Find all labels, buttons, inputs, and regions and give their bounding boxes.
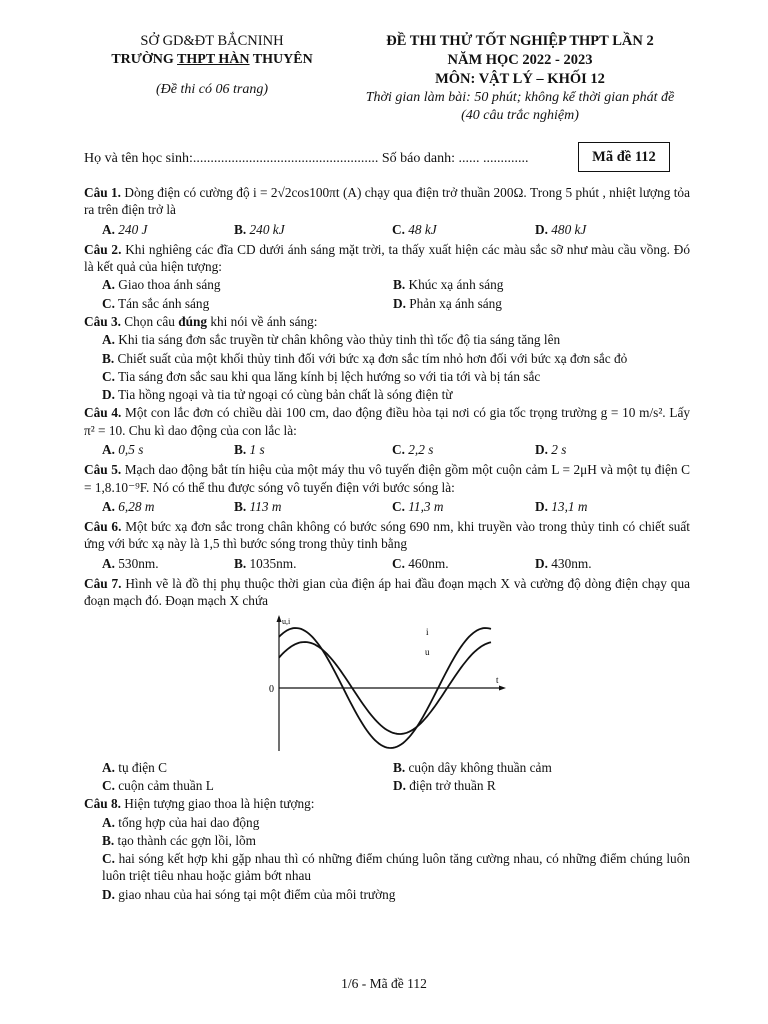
option-a: A. Giao thoa ánh sáng (102, 277, 221, 293)
option-b: B. 1 s (234, 441, 265, 457)
questions-area (84, 184, 690, 904)
question-text: Mạch dao động bắt tín hiệu của một máy thu vô tuyến điện gồm một cuộn cảm L = 2μH và một tụ điện C = 1,8.10⁻⁹F. Nó có thể thu được sóng vô tuyến điện với bước sóng là: (84, 462, 690, 495)
option-d: D. 480 kJ (535, 221, 587, 237)
option-b: B. tạo thành các gợn lồi, lõm (102, 832, 257, 848)
answer-options (102, 555, 690, 572)
option-a: A. Khi tia sáng đơn sắc truyền từ chân không vào thủy tinh thì tốc độ tia sáng tăng lên (102, 332, 561, 348)
time-limit: Thời gian làm bài: 50 phút; không kể thời gian phát đề (365, 89, 675, 105)
question-text: Hiện tượng giao thoa là hiện tượng: (124, 796, 315, 812)
y-axis-label: u,i (282, 617, 291, 627)
option-a: A. tổng hợp của hai dao động (102, 814, 260, 830)
option-a: A. 6,28 m (102, 498, 155, 514)
header-right (330, 32, 710, 125)
question-text: Một con lắc đơn có chiều dài 100 cm, dao động điều hòa tại nơi có gia tốc trọng trường g = 10 m/s². Lấy π² = 10. Chu kì dao động của con lắc là: (84, 405, 691, 438)
y-axis-arrow (277, 615, 282, 622)
option-d: D. 2 s (535, 441, 567, 457)
subject: MÔN: VẬT LÝ – KHỐI 12 (435, 70, 605, 87)
answer-options (102, 498, 690, 515)
option-a: A. 240 J (102, 221, 148, 237)
option-c: C. 48 kJ (392, 221, 437, 237)
x-axis-label: t (496, 675, 499, 686)
student-info-line: Họ và tên học sinh:..................................................... Số báo danh: ...... ............. (84, 151, 529, 166)
option-c: C. 2,2 s (392, 441, 434, 457)
curve-u-label: u (425, 647, 430, 658)
option-d: D. 13,1 m (535, 498, 588, 514)
answer-options (102, 221, 690, 238)
question-7: Câu 7. Hình vẽ là đồ thị phụ thuộc thời gian của điện áp hai đầu đoạn mạch X và cường độ dòng điện chạy qua đoạn mạch đó. Đoạn mạch X chứa u,i t 0 i u A. tụ điện C B. cuộn dây không thuần cảm C. cuộn cảm thuần L D. điện trở thuần R (84, 575, 690, 794)
question-1: Câu 1. Dòng điện có cường độ i = 2√2cos100πt (A) chạy qua điện trở thuần 200Ω. Trong 5 phút , nhiệt lượng tỏa ra trên điện trở là A. 240 J B. 240 kJ C. 48 kJ D. 480 kJ (84, 185, 690, 237)
option-c: C. cuộn cảm thuần L (102, 778, 214, 794)
question-text: Một bức xạ đơn sắc trong chân không có bước sóng 690 nm, khi truyền vào trong thủy tinh có chiết suất ứng với bức xạ này là 1,5 thì bước sóng trong thủy tinh bằng (84, 519, 690, 552)
option-d: D. giao nhau của hai sóng tại một điểm của môi trường (102, 886, 396, 902)
page-count-note: (Đề thi có 06 trang) (156, 82, 268, 98)
option-c: C. Tán sắc ánh sáng (102, 295, 210, 311)
x-axis-arrow (499, 686, 506, 691)
option-b: B. cuộn dây không thuần cảm (393, 759, 552, 775)
option-b: B. Khúc xạ ánh sáng (393, 277, 504, 293)
exam-code-box: Mã đề 112 (578, 142, 670, 172)
question-count: (40 câu trắc nghiệm) (461, 107, 579, 123)
department-name: SỞ GD&ĐT BẮCNINH (140, 33, 284, 49)
answer-options (102, 759, 690, 795)
option-c: C. 460nm. (392, 555, 449, 571)
answer-options (102, 441, 690, 458)
question-6: Câu 6. Một bức xạ đơn sắc trong chân không có bước sóng 690 nm, khi truyền vào trong thủy tinh có chiết suất ứng với bức xạ này là 1,5 thì bước sóng trong thủy tinh bằng A. 530nm. B. 1035nm. C. 460nm. D. 430nm. (84, 519, 690, 571)
school-name: TRƯỜNG THPT HÀN THUYÊN (111, 51, 313, 67)
answer-options (102, 276, 690, 312)
question-5: Câu 5. Mạch dao động bắt tín hiệu của một máy thu vô tuyến điện gồm một cuộn cảm L = 2μH và một tụ điện C = 1,8.10⁻⁹F. Nó có thể thu được sóng vô tuyến điện với bước sóng là: A. 6,28 m B. 113 m C. 11,3 m D. 13,1 m (84, 462, 690, 514)
question-4: Câu 4. Một con lắc đơn có chiều dài 100 cm, dao động điều hòa tại nơi có gia tốc trọng trường g = 10 m/s². Lấy π² = 10. Chu kì dao động của con lắc là: A. 0,5 s B. 1 s C. 2,2 s D. 2 s (84, 405, 691, 457)
option-a: A. 0,5 s (102, 441, 144, 457)
school-year: NĂM HỌC 2022 - 2023 (447, 51, 593, 68)
option-c: C. hai sóng kết hợp khi gặp nhau thì có những điểm chúng luôn tăng cường nhau, có những điểm chúng luôn luôn triệt tiêu nhau hoặc giảm bớt nhau (102, 851, 690, 884)
exam-title: ĐỀ THI THỬ TỐT NGHIỆP THPT LẦN 2 (386, 33, 654, 49)
curve-i-label: i (426, 627, 429, 638)
header-left (92, 32, 332, 99)
option-c: C. Tia sáng đơn sắc sau khi qua lăng kính bị lệch hướng so với tia tới và bị tán sắc (102, 368, 541, 384)
question-text: Dòng điện có cường độ i = 2√2cos100πt (A) chạy qua điện trở thuần 200Ω. Trong 5 phút , nhiệt lượng tỏa ra trên điện trở là (84, 185, 690, 218)
question-2: Câu 2. Khi nghiêng các đĩa CD dưới ánh sáng mặt trời, ta thấy xuất hiện các màu sắc sỡ như màu cầu vồng. Đó là kết quả của hiện tượng: A. Giao thoa ánh sáng B. Khúc xạ ánh sáng C. Tán sắc ánh sáng D. Phản xạ ánh sáng (84, 241, 690, 312)
question-8: Câu 8. Hiện tượng giao thoa là hiện tượng: A. tổng hợp của hai dao động B. tạo thành các gợn lồi, lõm C. hai sóng kết hợp khi gặp nhau thì có những điểm chúng luôn tăng cường nhau, có những điểm chúng luôn luôn triệt tiêu nhau hoặc giảm bớt nhau D. giao nhau của hai sóng tại một điểm của môi trường (84, 796, 690, 902)
option-b: B. 113 m (234, 498, 282, 514)
option-d: D. Phản xạ ánh sáng (393, 295, 502, 311)
option-b: B. Chiết suất của một khối thủy tinh đối với bức xạ đơn sắc tím nhỏ hơn đối với bức xạ đơn sắc đỏ (102, 350, 628, 366)
option-d: D. điện trở thuần R (393, 778, 496, 794)
question-text: Hình vẽ là đồ thị phụ thuộc thời gian của điện áp hai đầu đoạn mạch X và cường độ dòng điện chạy qua đoạn mạch đó. Đoạn mạch X chứa (84, 575, 690, 609)
option-d: D. 430nm. (535, 555, 592, 571)
origin-label: 0 (269, 684, 274, 696)
question-3: Câu 3. Chọn câu đúng khi nói về ánh sáng: A. Khi tia sáng đơn sắc truyền từ chân không vào thủy tinh thì tốc độ tia sáng tăng lên B. Chiết suất của một khối thủy tinh đối với bức xạ đơn sắc tím nhỏ hơn đối với bức xạ đơn sắc đỏ C. Tia sáng đơn sắc sau khi qua lăng kính bị lệch hướng so với tia tới và bị tán sắc D. Tia hồng ngoại và tia tử ngoại có cùng bản chất là sóng điện từ (84, 313, 690, 403)
option-b: B. 240 kJ (234, 221, 285, 237)
option-b: B. 1035nm. (234, 555, 297, 571)
question-text: Khi nghiêng các đĩa CD dưới ánh sáng mặt trời, ta thấy xuất hiện các màu sắc sỡ như màu cầu vồng. Đó là kết quả của hiện tượng: (84, 241, 690, 275)
ui-graph-figure (267, 613, 507, 753)
option-a: A. 530nm. (102, 555, 159, 571)
option-c: C. 11,3 m (392, 498, 444, 514)
option-d: D. Tia hồng ngoại và tia tử ngoại có cùng bản chất là sóng điện từ (102, 387, 453, 403)
option-a: A. tụ điện C (102, 759, 168, 775)
page-footer: 1/6 - Mã đề 112 (341, 976, 427, 991)
